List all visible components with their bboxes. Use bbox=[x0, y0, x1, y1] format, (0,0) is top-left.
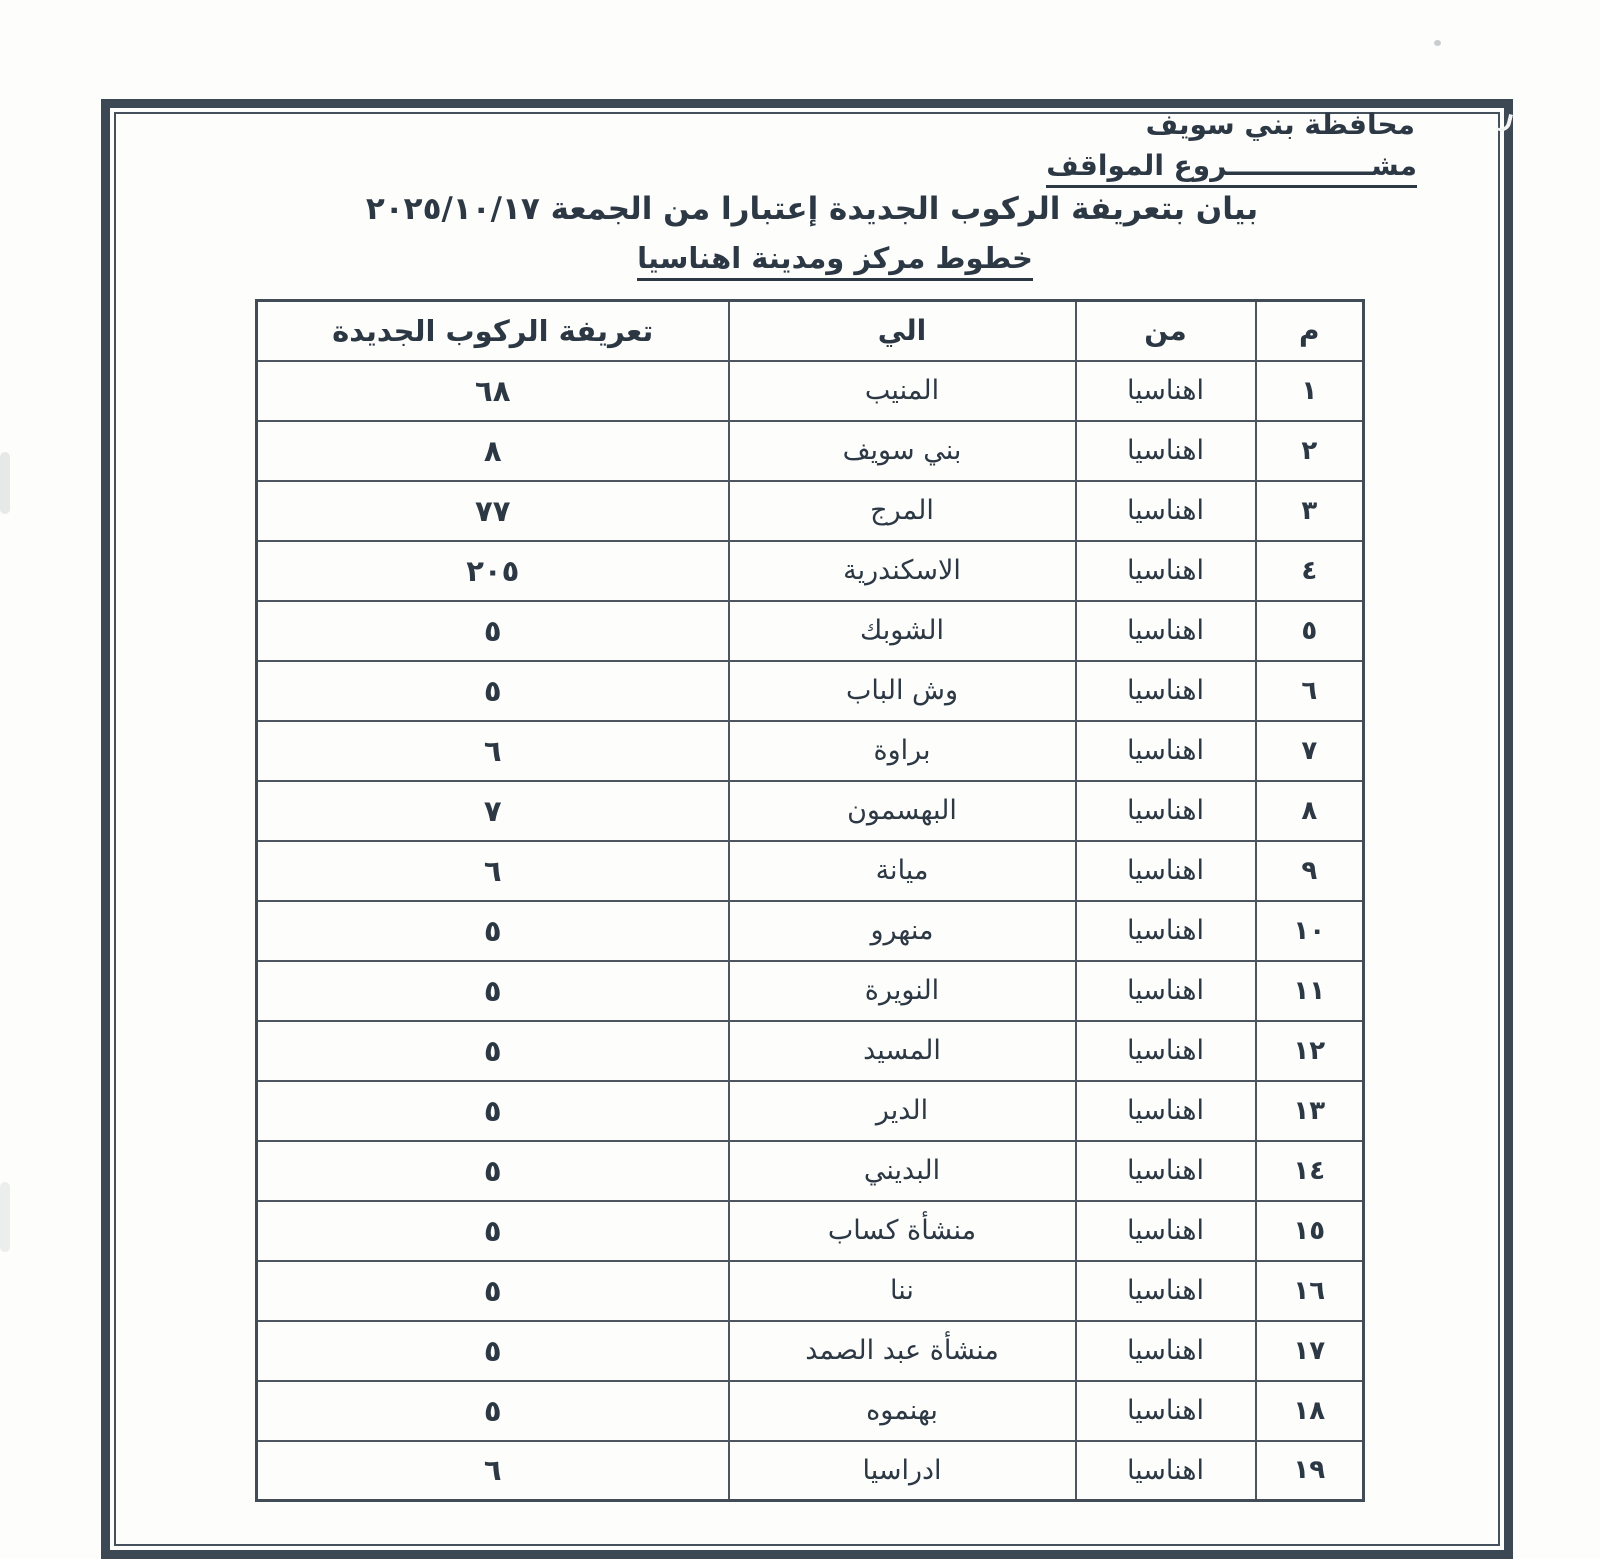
col-header-to: الي bbox=[729, 301, 1076, 361]
from-cell: اهناسيا bbox=[1076, 1381, 1256, 1441]
row-number-cell: ١٣ bbox=[1256, 1081, 1364, 1141]
table-row bbox=[257, 541, 1364, 601]
table-row bbox=[257, 1321, 1364, 1381]
row-number-cell: ١٩ bbox=[1256, 1441, 1364, 1501]
fare-cell: ٧٧ bbox=[257, 481, 729, 541]
fare-cell: ٦٨ bbox=[257, 361, 729, 421]
fare-cell: ٦ bbox=[257, 841, 729, 901]
row-number-cell: ١٨ bbox=[1256, 1381, 1364, 1441]
from-cell: اهناسيا bbox=[1076, 781, 1256, 841]
from-cell: اهناسيا bbox=[1076, 721, 1256, 781]
to-cell: وش الباب bbox=[729, 661, 1076, 721]
from-cell: اهناسيا bbox=[1076, 1081, 1256, 1141]
fare-cell: ٦ bbox=[257, 1441, 729, 1501]
row-number-cell: ١ bbox=[1256, 361, 1364, 421]
fare-cell: ٨ bbox=[257, 421, 729, 481]
table-row bbox=[257, 481, 1364, 541]
from-cell: اهناسيا bbox=[1076, 841, 1256, 901]
to-cell: منشأة عبد الصمد bbox=[729, 1321, 1076, 1381]
table-row bbox=[257, 1261, 1364, 1321]
to-cell: الدير bbox=[729, 1081, 1076, 1141]
from-cell: اهناسيا bbox=[1076, 1261, 1256, 1321]
fare-cell: ٥ bbox=[257, 1201, 729, 1261]
from-cell: اهناسيا bbox=[1076, 361, 1256, 421]
row-number-cell: ١٠ bbox=[1256, 901, 1364, 961]
to-cell: منهرو bbox=[729, 901, 1076, 961]
from-cell: اهناسيا bbox=[1076, 1321, 1256, 1381]
fare-cell: ٦ bbox=[257, 721, 729, 781]
to-cell: المنيب bbox=[729, 361, 1076, 421]
table-row bbox=[257, 961, 1364, 1021]
table-row bbox=[257, 601, 1364, 661]
fare-cell: ٥ bbox=[257, 1021, 729, 1081]
to-cell: المسيد bbox=[729, 1021, 1076, 1081]
fare-cell: ٥ bbox=[257, 1081, 729, 1141]
fare-cell: ٥ bbox=[257, 1261, 729, 1321]
to-cell: الشوبك bbox=[729, 601, 1076, 661]
to-cell: النويرة bbox=[729, 961, 1076, 1021]
row-number-cell: ٨ bbox=[1256, 781, 1364, 841]
row-number-cell: ١١ bbox=[1256, 961, 1364, 1021]
fare-cell: ٥ bbox=[257, 961, 729, 1021]
fare-cell: ٥ bbox=[257, 1321, 729, 1381]
document-subtitle bbox=[35, 241, 1600, 281]
to-cell: ميانة bbox=[729, 841, 1076, 901]
to-cell: البهسمون bbox=[729, 781, 1076, 841]
col-header-number: م bbox=[1256, 301, 1364, 361]
fare-cell: ٥ bbox=[257, 1141, 729, 1201]
fare-cell: ٥ bbox=[257, 1381, 729, 1441]
from-cell: اهناسيا bbox=[1076, 1141, 1256, 1201]
fare-cell: ٥ bbox=[257, 661, 729, 721]
table-row bbox=[257, 901, 1364, 961]
to-cell: ادراسيا bbox=[729, 1441, 1076, 1501]
to-cell: المرج bbox=[729, 481, 1076, 541]
table-row bbox=[257, 841, 1364, 901]
from-cell: اهناسيا bbox=[1076, 1441, 1256, 1501]
row-number-cell: ١٤ bbox=[1256, 1141, 1364, 1201]
row-number-cell: ٥ bbox=[1256, 601, 1364, 661]
table-row bbox=[257, 1201, 1364, 1261]
table-row bbox=[257, 1141, 1364, 1201]
row-number-cell: ٩ bbox=[1256, 841, 1364, 901]
fare-table-body bbox=[257, 361, 1364, 1501]
row-number-cell: ١٢ bbox=[1256, 1021, 1364, 1081]
scan-artifact-smudge bbox=[0, 1182, 10, 1252]
to-cell: بني سويف bbox=[729, 421, 1076, 481]
from-cell: اهناسيا bbox=[1076, 661, 1256, 721]
table-row bbox=[257, 1081, 1364, 1141]
row-number-cell: ٦ bbox=[1256, 661, 1364, 721]
fare-cell: ٢٠٥ bbox=[257, 541, 729, 601]
from-cell: اهناسيا bbox=[1076, 421, 1256, 481]
row-number-cell: ١٧ bbox=[1256, 1321, 1364, 1381]
fare-cell: ٥ bbox=[257, 901, 729, 961]
row-number-cell: ٤ bbox=[1256, 541, 1364, 601]
scan-artifact-dot bbox=[1434, 40, 1441, 46]
to-cell: البديني bbox=[729, 1141, 1076, 1201]
fare-cell: ٧ bbox=[257, 781, 729, 841]
col-header-from: من bbox=[1076, 301, 1256, 361]
to-cell: الاسكندرية bbox=[729, 541, 1076, 601]
from-cell: اهناسيا bbox=[1076, 541, 1256, 601]
table-row bbox=[257, 421, 1364, 481]
governorate-name: محافظة بني سويف bbox=[1145, 108, 1415, 141]
from-cell: اهناسيا bbox=[1076, 901, 1256, 961]
table-row bbox=[257, 1381, 1364, 1441]
table-row bbox=[257, 361, 1364, 421]
project-name: مشـــــــــــــــروع المواقف bbox=[1046, 149, 1417, 188]
table-row bbox=[257, 1021, 1364, 1081]
scan-artifact-smudge bbox=[0, 452, 10, 514]
row-number-cell: ٣ bbox=[1256, 481, 1364, 541]
row-number-cell: ١٦ bbox=[1256, 1261, 1364, 1321]
document-title: بيان بتعريفة الركوب الجديدة إعتبارا من الجمعة ٢٠٢٥/١٠/١٧ bbox=[365, 191, 1259, 227]
from-cell: اهناسيا bbox=[1076, 601, 1256, 661]
table-row bbox=[257, 781, 1364, 841]
from-cell: اهناسيا bbox=[1076, 961, 1256, 1021]
table-row bbox=[257, 721, 1364, 781]
row-number-cell: ١٥ bbox=[1256, 1201, 1364, 1261]
fare-table bbox=[255, 299, 1365, 1502]
row-number-cell: ٧ bbox=[1256, 721, 1364, 781]
to-cell: ننا bbox=[729, 1261, 1076, 1321]
from-cell: اهناسيا bbox=[1076, 481, 1256, 541]
to-cell: براوة bbox=[729, 721, 1076, 781]
to-cell: بهنموه bbox=[729, 1381, 1076, 1441]
document-subtitle-text: خطوط مركز ومدينة اهناسيا bbox=[637, 241, 1033, 281]
from-cell: اهناسيا bbox=[1076, 1021, 1256, 1081]
header-row bbox=[257, 301, 1364, 361]
fare-cell: ٥ bbox=[257, 601, 729, 661]
table-row bbox=[257, 661, 1364, 721]
from-cell: اهناسيا bbox=[1076, 1201, 1256, 1261]
to-cell: منشأة كساب bbox=[729, 1201, 1076, 1261]
row-number-cell: ٢ bbox=[1256, 421, 1364, 481]
col-header-fare: تعريفة الركوب الجديدة bbox=[257, 301, 729, 361]
fare-table-header bbox=[257, 301, 1364, 361]
table-row bbox=[257, 1441, 1364, 1501]
